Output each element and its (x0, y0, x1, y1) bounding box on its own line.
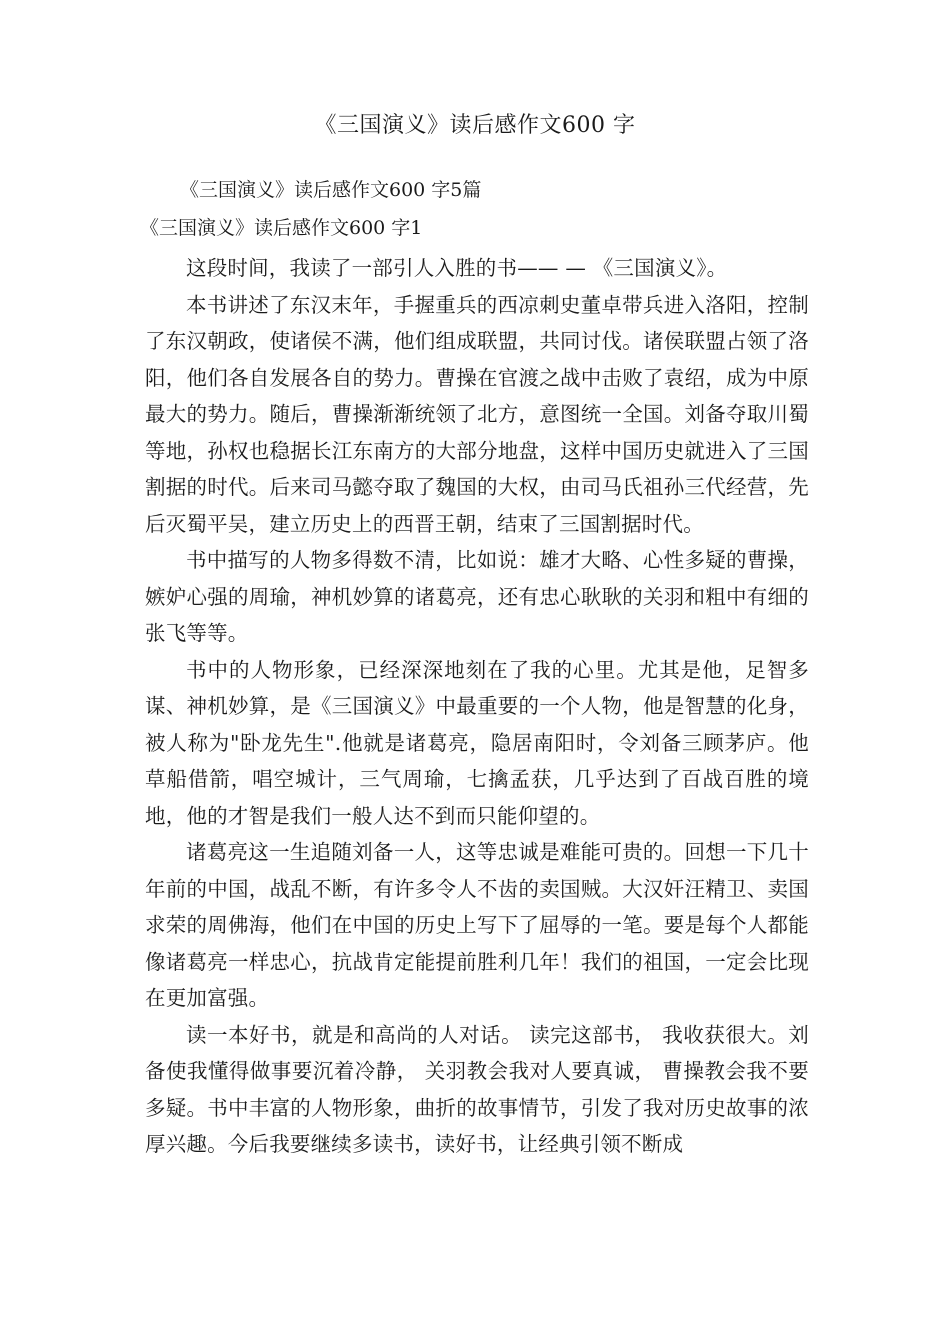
paragraph: 读一本好书，就是和高尚的人对话。 读完这部书， 我收获很大。刘备使我懂得做事要沉着冷静， 关羽教会我对人要真诚， 曹操教会我不要多疑。书中丰富的人物形象，曲折的故事情节，引发了我对历史故事的浓厚兴趣。今后我要继续多读书，读好书，让经典引领不断成 (145, 1022, 809, 1156)
essay-body (145, 250, 809, 1163)
document-title: 《三国演义》读后感作文600 字 (314, 113, 636, 138)
paragraph: 书中的人物形象，已经深深地刻在了我的心里。尤其是他，足智多谋、神机妙算，是《三国演义》中最重要的一个人物，他是智慧的化身，被人称为"卧龙先生".他就是诸葛亮，隐居南阳时，令刘备三顾茅庐。他草船借箭，唱空城计，三气周瑜，七擒孟获，几乎达到了百战百胜的境地，他的才智是我们一般人达不到而只能仰望的。 (145, 657, 809, 828)
document-subtitle: 《三国演义》读后感作文600 字5篇 (180, 179, 482, 201)
paragraph: 本书讲述了东汉末年，手握重兵的西凉刺史董卓带兵进入洛阳，控制了东汉朝政，使诸侯不满，他们组成联盟，共同讨伐。诸侯联盟占领了洛阳，他们各自发展各自的势力。曹操在官渡之战中击败了袁绍，成为中原最大的势力。随后，曹操渐渐统领了北方，意图统一全国。刘备夺取川蜀等地，孙权也稳据长江东南方的大部分地盘，这样中国历史就进入了三国割据的时代。后来司马懿夺取了魏国的大权，由司马氏祖孙三代经营，先后灭蜀平吴，建立历史上的西晋王朝，结束了三国割据时代。 (145, 292, 809, 536)
paragraph: 诸葛亮这一生追随刘备一人，这等忠诚是难能可贵的。回想一下几十年前的中国，战乱不断，有许多令人不齿的卖国贼。大汉奸汪精卫、卖国求荣的周佛海，他们在中国的历史上写下了屈辱的一笔。要是每个人都能像诸葛亮一样忠心，抗战肯定能提前胜利几年！我们的祖国，一定会比现在更加富强。 (145, 840, 809, 1010)
paragraph: 书中描写的人物多得数不清，比如说：雄才大略、心性多疑的曹操，嫉妒心强的周瑜，神机妙算的诸葛亮，还有忠心耿耿的关羽和粗中有细的张飞等等。 (145, 548, 809, 645)
section-heading: 《三国演义》读后感作文600 字1 (140, 217, 423, 239)
paragraph: 这段时间，我读了一部引人入胜的书—— — 《三国演义》。 (186, 256, 728, 280)
